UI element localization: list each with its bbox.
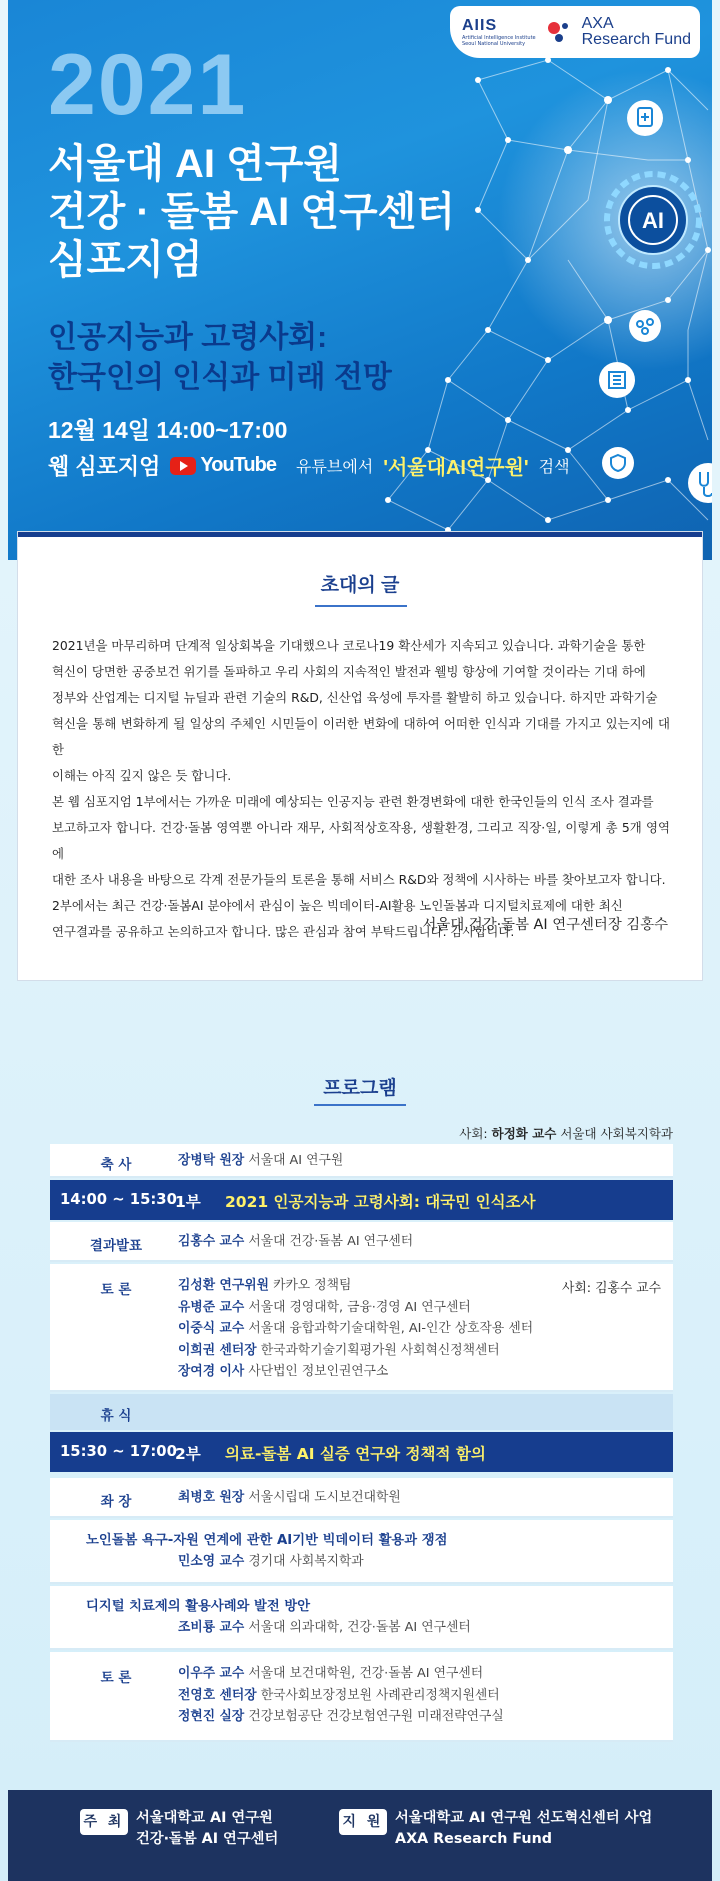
discussion-2-label: 토 론 <box>100 1670 132 1686</box>
part2-title: 의료-돌봄 AI 실증 연구와 정책적 함의 <box>225 1445 486 1463</box>
topic-1-title: 노인돌봄 욕구-자원 연계에 관한 AI기반 빅데이터 활용과 쟁점 <box>86 1533 448 1548</box>
result-name: 김홍수 교수 <box>178 1234 245 1249</box>
topic-2-title: 디지털 치료제의 활용사례와 발전 방안 <box>86 1599 311 1614</box>
congrats-label: 축 사 <box>100 1157 132 1173</box>
web-label: 웹 심포지엄 <box>48 454 161 479</box>
program-row-discussion-2 <box>50 1652 673 1742</box>
part2-time: 15:30 ~ 17:00 <box>60 1443 177 1460</box>
topic-2-name: 조비룡 교수 <box>178 1620 245 1635</box>
invitation-line: 2021년을 마무리하며 단계적 일상회복을 기대했으나 코로나19 확산세가 지속되고 있습니다. 과학기술을 통한 <box>52 638 646 653</box>
program-row-topic-1 <box>50 1520 673 1584</box>
panelist <box>178 1340 533 1362</box>
chair-label: 좌 장 <box>100 1494 132 1510</box>
invitation-line: 이해는 아직 깊지 않은 듯 합니다. <box>52 768 232 783</box>
mc-prefix: 사회: <box>459 1126 488 1141</box>
program-title-underline <box>314 1104 406 1106</box>
support-line-2: AXA Research Fund <box>395 1831 553 1847</box>
panelist-affiliation: 서울대 보건대학원, 건강·돌봄 AI 연구센터 <box>248 1666 484 1681</box>
part1-header <box>50 1180 673 1220</box>
program-title: 프로그램 <box>323 1078 397 1099</box>
panelist <box>178 1685 504 1707</box>
panelist-affiliation: 한국과학기술기획평가원 사회혁신정책센터 <box>260 1342 500 1358</box>
program-row-chair <box>50 1478 673 1518</box>
aiis-logo <box>462 17 536 47</box>
panelist-name: 이희권 센터장 <box>178 1342 257 1358</box>
axa-molecule-icon <box>546 19 572 45</box>
invitation-signer: 서울대 건강·돌봄 AI 연구센터장 김홍수 <box>422 917 668 933</box>
congrats-speaker <box>178 1150 343 1172</box>
program-mc <box>459 1124 673 1142</box>
panelist-name: 유병준 교수 <box>178 1299 245 1315</box>
panelist-affiliation: 서울대 융합과학기술대학원, AI-인간 상호작용 센터 <box>248 1321 534 1336</box>
panelist-affiliation: 사단법인 정보인권연구소 <box>248 1364 389 1379</box>
program-row-topic-2 <box>50 1586 673 1650</box>
result-speaker <box>178 1231 413 1253</box>
axa-line-2: Research Fund <box>581 31 691 48</box>
ai-badge-text: AI <box>642 208 664 233</box>
program-row-congrats <box>50 1144 673 1178</box>
break-label: 휴 식 <box>100 1408 132 1424</box>
panelist-name: 김성환 연구위원 <box>178 1278 269 1293</box>
support-text <box>395 1808 652 1850</box>
subtitle-line-1: 인공지능과 고령사회: <box>48 321 328 354</box>
invitation-line: 혁신이 당면한 공중보건 위기를 돌파하고 우리 사회의 지속적인 발전과 웰빙 향상에 기여할 것이라는 기대 하에 <box>52 664 646 679</box>
host-line-1: 서울대학교 AI 연구원 <box>136 1810 273 1826</box>
axa-logo-text <box>582 16 691 48</box>
panelist <box>178 1663 504 1685</box>
part1-title: 2021 인공지능과 고령사회: 대국민 인식조사 <box>225 1193 536 1211</box>
footer <box>8 1790 712 1881</box>
axa-line-1: AXA <box>581 15 614 32</box>
panelist <box>178 1318 533 1340</box>
invitation-title-underline <box>315 605 407 607</box>
sponsor-logos <box>450 6 700 58</box>
panelist-name: 이우주 교수 <box>178 1666 245 1681</box>
hero-banner <box>8 0 712 560</box>
aiis-subtitle-2: Seoul National University <box>462 41 526 47</box>
discussion-1-moderator: 사회: 김홍수 교수 <box>562 1281 661 1296</box>
chair-name: 최병호 원장 <box>178 1490 245 1505</box>
program-row-result <box>50 1222 673 1262</box>
event-title <box>48 140 568 284</box>
web-symposium-line <box>48 450 570 481</box>
youtube-word: YouTube <box>200 454 276 476</box>
part1-label: 1부 <box>175 1193 201 1211</box>
topic-1-affiliation: 경기대 사회복지학과 <box>248 1554 364 1569</box>
title-line-1: 서울대 AI 연구원 <box>48 142 343 186</box>
result-label: 결과발표 <box>89 1238 143 1254</box>
chair-speaker <box>178 1487 401 1509</box>
panelist-name: 전영호 센터장 <box>178 1687 257 1703</box>
host-badge: 주 최 <box>80 1809 128 1835</box>
result-affiliation: 서울대 건강·돌봄 AI 연구센터 <box>248 1234 414 1249</box>
discussion-1-label: 토 론 <box>100 1282 132 1298</box>
subtitle-line-2: 한국인의 인식과 미래 전망 <box>48 361 392 394</box>
youtube-play-icon <box>170 457 196 475</box>
congrats-affiliation: 서울대 AI 연구원 <box>248 1153 344 1168</box>
invitation-line: 2부에서는 최근 건강·돌봄AI 분야에서 관심이 높은 빅데이터-AI활용 노인돌봄과 디지털치료제에 대한 최신 <box>52 898 623 913</box>
host-line-2: 건강·돌봄 AI 연구센터 <box>136 1831 279 1847</box>
discussion-2-panel <box>178 1663 504 1728</box>
chair-affiliation: 서울시립대 도시보건대학원 <box>248 1490 401 1505</box>
mc-affiliation: 서울대 사회복지학과 <box>560 1126 673 1141</box>
event-year: 2021 <box>48 37 248 133</box>
invitation-card <box>18 532 702 980</box>
host-text <box>136 1808 278 1850</box>
program-row-break <box>50 1394 673 1430</box>
invitation-body <box>52 633 670 945</box>
panelist <box>178 1297 533 1319</box>
part1-time: 14:00 ~ 15:30 <box>60 1191 177 1208</box>
panelist-affiliation: 서울대 경영대학, 금융·경영 AI 연구센터 <box>248 1299 471 1315</box>
aiis-name: AIIS <box>462 17 498 34</box>
part2-label: 2부 <box>175 1445 201 1463</box>
search-prefix: 유튜브에서 <box>295 459 374 476</box>
panelist <box>178 1706 504 1728</box>
panelist <box>178 1361 533 1383</box>
ai-chip-icon <box>598 165 708 275</box>
title-line-2: 건강 · 돌봄 AI 연구센터 <box>48 190 455 234</box>
topic-2-affiliation: 서울대 의과대학, 건강·돌봄 AI 연구센터 <box>248 1620 471 1635</box>
invitation-title: 초대의 글 <box>320 575 400 596</box>
topic-1-name: 민소영 교수 <box>178 1554 245 1569</box>
panelist-affiliation: 카카오 정책팀 <box>273 1278 352 1293</box>
support-line-1: 서울대학교 AI 연구원 선도혁신센터 사업 <box>395 1810 653 1826</box>
topic-2-speaker <box>178 1617 471 1639</box>
panelist-name: 이중식 교수 <box>178 1321 245 1336</box>
part2-header <box>50 1432 673 1472</box>
panelist <box>178 1275 533 1297</box>
invitation-line: 보고하고자 합니다. 건강·돌봄 영역뿐 아니라 재무, 사회적상호작용, 생활환경, 그리고 직장·일, 이렇게 총 5개 영역에 <box>52 820 670 861</box>
congrats-name: 장병탁 원장 <box>178 1153 245 1168</box>
event-date: 12월 14일 14:00~17:00 <box>48 417 288 443</box>
event-subtitle <box>48 318 392 398</box>
discussion-1-panel <box>178 1275 533 1383</box>
invitation-line: 연구결과를 공유하고 논의하고자 합니다. 많은 관심과 참여 부탁드립니다. 감사합니다. <box>52 924 515 939</box>
aiis-subtitle: Artificial Intelligence Institute <box>462 35 536 41</box>
support-badge: 지 원 <box>339 1809 387 1835</box>
mc-name: 하정화 교수 <box>491 1126 557 1141</box>
panelist-name: 정현진 실장 <box>178 1709 245 1724</box>
invitation-line: 본 웹 심포지엄 1부에서는 가까운 미래에 예상되는 인공지능 관련 환경변화에 대한 한국인들의 인식 조사 결과를 <box>52 794 654 809</box>
search-suffix: 검색 <box>538 459 570 476</box>
panelist-name: 장여경 이사 <box>178 1364 245 1379</box>
invitation-line: 대한 조사 내용을 바탕으로 각계 전문가들의 토론을 통해 서비스 R&D와 정책에 시사하는 바를 찾아보고자 합니다. <box>52 872 666 887</box>
invitation-line: 정부와 산업계는 디지털 뉴딜과 관련 기술의 R&D, 신산업 육성에 투자를 활발히 하고 있습니다. 하지만 과학기술 <box>52 690 658 705</box>
search-keyword: '서울대AI연구원' <box>383 457 529 479</box>
youtube-logo <box>170 454 276 477</box>
panelist-affiliation: 건강보험공단 건강보험연구원 미래전략연구실 <box>248 1709 504 1724</box>
topic-1-speaker <box>178 1551 364 1573</box>
invitation-line: 혁신을 통해 변화하게 될 일상의 주체인 시민들이 이러한 변화에 대하여 어떠한 인식과 기대를 가지고 있는지에 대한 <box>52 716 670 757</box>
program-row-discussion-1 <box>50 1264 673 1392</box>
title-line-3: 심포지엄 <box>48 238 203 282</box>
panelist-affiliation: 한국사회보장정보원 사례관리정책지원센터 <box>260 1687 500 1703</box>
